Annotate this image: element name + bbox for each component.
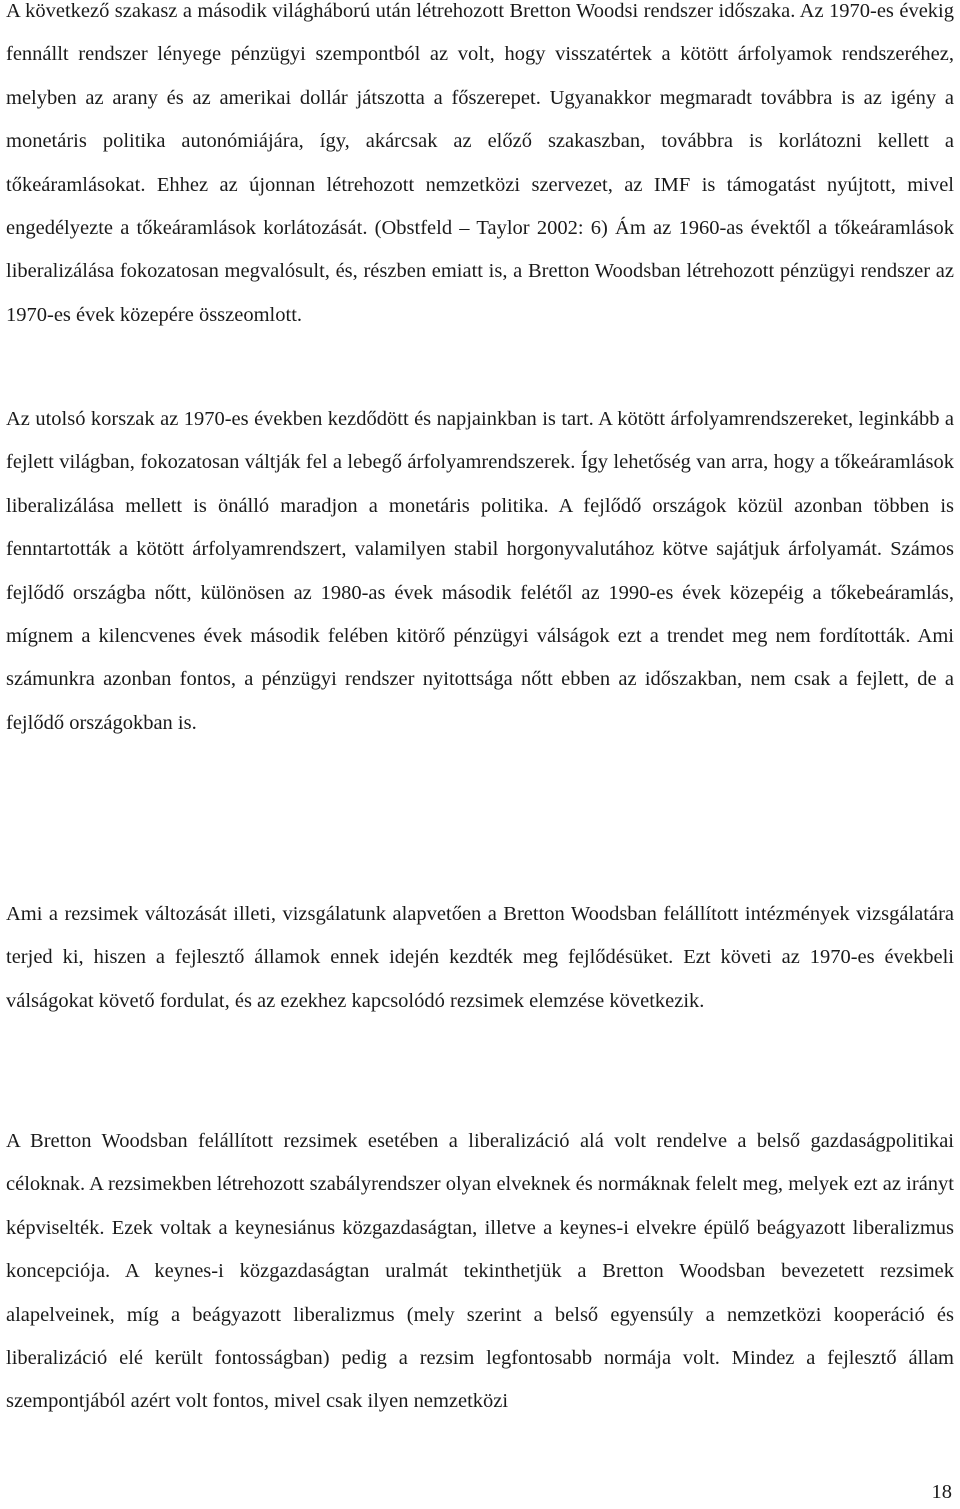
- paragraph-bretton-woods-era: A következő szakasz a második világháború után létrehozott Bretton Woodsi rendszer időszaka. Az 1970-es évekig fennállt rendszer lényege pénzügyi szempontból az volt, hogy visszatértek a kötött árfolyamok rendszeréhez, melyben az arany és az amerikai dollár játszotta a főszerepet. Ugyanakkor megmaradt továbbra is az igény a monetáris politika autonómiájára, így, akárcsak az előző szakaszban, továbbra is korlátozni kellett a tőkeáramlásokat. Ehhez az újonnan létrehozott nemzetközi szervezet, az IMF is támogatást nyújtott, mivel engedélyezte a tőkeáramlások korlátozását. (Obstfeld – Taylor 2002: 6) Ám az 1960-as évektől a tőkeáramlások liberalizálása fokozatosan megvalósult, és, részben emiatt is, a Bretton Woodsban létrehozott pénzügyi rendszer az 1970-es évek közepére összeomlott.: [6, 0, 954, 326]
- paragraph-regime-change: Ami a rezsimek változását illeti, vizsgálatunk alapvetően a Bretton Woodsban felállított intézmények vizsgálatára terjed ki, hiszen a fejlesztő államok ennek idején kezdték meg fejlődésüket. Ezt követi az 1970-es évekbeli válságokat követő fordulat, és az ezekhez kapcsolódó rezsimek elemzése következik.: [6, 903, 954, 1012]
- paragraph-bretton-woods-regimes: A Bretton Woodsban felállított rezsimek esetében a liberalizáció alá volt rendelve a belső gazdaságpolitikai céloknak. A rezsimekben létrehozott szabályrendszer olyan elveknek és normáknak felelt meg, melyek ezt az irányt képviselték. Ezek voltak a keynesiánus közgazdaságtan, illetve a keynes-i elvekre épülő beágyazott liberalizmus koncepciója. A keynes-i közgazdaságtan uralmát tekinthetjük a Bretton Woodsban bevezetett rezsimek alapelveinek, míg a beágyazott liberalizmus (mely szerint a belső egyensúly a nemzetközi kooperáció és liberalizáció elé került fontosságban) pedig a rezsim legfontosabb normája volt. Mindez a fejlesztő állam szempontjából azért volt fontos, mivel csak ilyen nemzetközi: [6, 1130, 954, 1413]
- page-number: 18: [931, 1481, 952, 1503]
- paragraph-last-era: Az utolsó korszak az 1970-es években kezdődött és napjainkban is tart. A kötött árfolyamrendszereket, leginkább a fejlett világban, fokozatosan váltják fel a lebegő árfolyamrendszerek. Így lehetőség van arra, hogy a tőkeáramlások liberalizálása mellett is önálló maradjon a monetáris politika. A fejlődő országok közül azonban többen is fenntartották a kötött árfolyamrendszert, valamilyen stabil horgonyvalutához kötve sajátjuk árfolyamát. Számos fejlődő országba nőtt, különösen az 1980-as évek második felétől az 1990-es évek közepéig a tőkebeáramlás, mígnem a kilencvenes évek második felében kitörő pénzügyi válságok ezt a trendet meg nem fordították. Ami számunkra azonban fontos, a pénzügyi rendszer nyitottsága nőtt ebben az időszakban, nem csak a fejlett, de a fejlődő országokban is.: [6, 408, 954, 734]
